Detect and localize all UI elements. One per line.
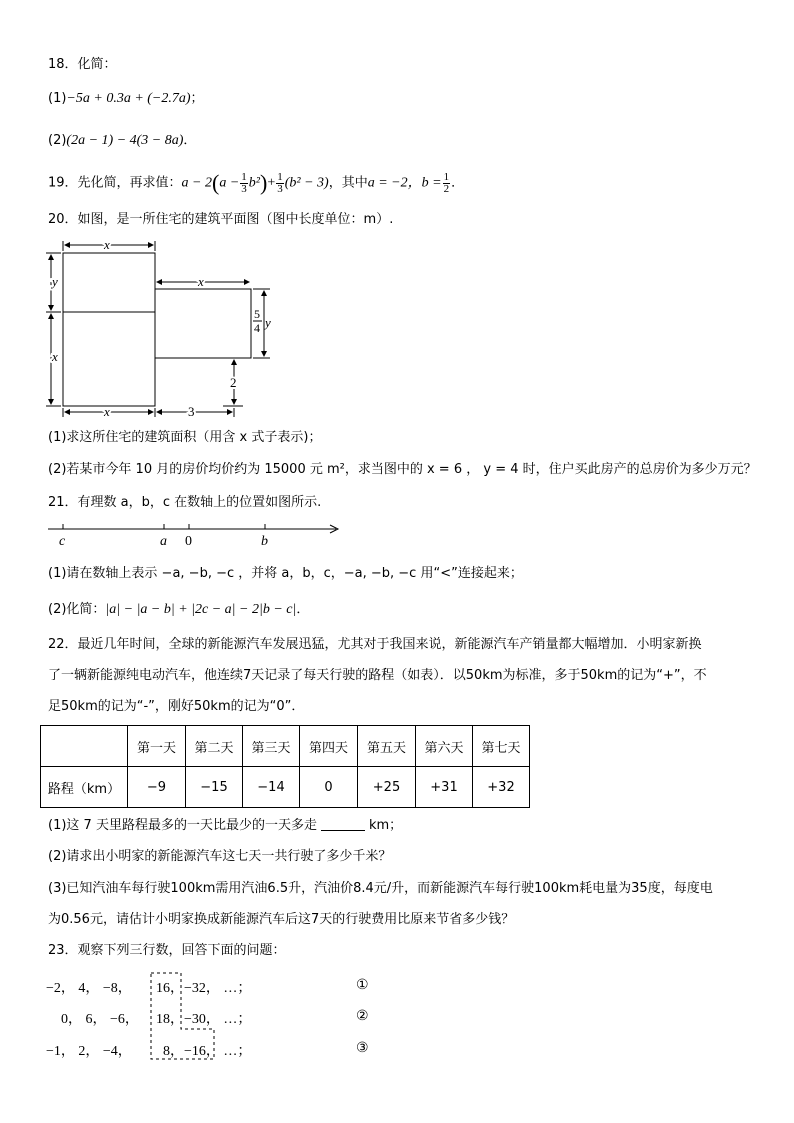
q22-part1-text: (1)这 7 天里路程最多的一天比最少的一天多走 [48,818,317,833]
q20-part2: (2)若某市今年 10 月的房价均价约为 15000 元 m²，求当图中的 x = 6 ， y = 4 时，住户买此房产的总房价为多少万元？ [48,462,757,477]
floor-plan-figure [40,237,280,422]
label-right-frac-num: 5 [254,307,260,321]
sequence-row-3-after: −16， …； [184,1044,252,1059]
table-header-row [41,726,530,767]
q18-part2-end: ． [183,133,197,148]
sequence-row-3-box: 8， [163,1044,184,1059]
q18-part2-label: (2) [48,133,67,148]
table-cell: −15 [186,767,243,808]
table-cell: −9 [128,767,186,808]
table-cell: 0 [300,767,358,808]
label-bottom-x: x [104,404,110,419]
q19-frac3-den: 2 [443,182,450,195]
sequence-row-1-box: 16， [156,981,184,996]
q23-stem: 23．观察下列三行数，回答下面的问题： [48,943,286,958]
q19-plus: + [267,175,276,191]
label-right-2: 2 [230,375,237,390]
label-bottom-3: 3 [188,404,195,419]
sequence-row-1-before: −2， 4， −8， [46,981,132,996]
q18-part2-expr: (2a − 1) − 4(3 − 8a) [66,133,184,148]
q22-line2: 了一辆新能源纯电动汽车，他连续7天记录了每天行驶的路程（如表）．以50km为标准，多于50km的记为“+”，不 [48,668,707,683]
label-zero: 0 [185,534,192,549]
q19-frac2 [276,172,284,195]
q20-part1: (1)求这所住宅的建筑面积（用含 x 式子表示)； [48,430,322,445]
q21-stem: 21．有理数 a，b，c 在数轴上的位置如图所示. [48,495,322,510]
q22-part1 [48,817,402,835]
q22-part3-line1: (3)已知汽油车每行驶100km需用汽油6.5升，汽油价8.4元/升，而新能源汽车每行驶100km耗电量为35度，每度电 [48,881,713,896]
q22-line1: 22．最近几年时间，全球的新能源汽车发展迅猛，尤其对于我国来说，新能源汽车产销量都大幅增加．小明家新换 [48,637,702,652]
q19-expr-in1: a − [219,175,240,191]
q18-stem: 18．化简： [48,57,117,72]
label-left-y: y [52,274,58,289]
table-header-cell: 第五天 [358,726,416,767]
q19-expr-a: a − 2 [181,175,212,191]
q21-part2-expr: |a| − |a − b| + |2c − a| − 2|b − c| [105,602,297,617]
q22-part1-unit: km； [368,818,403,833]
table-row-label: 路程（km） [41,767,128,808]
table-row [41,767,530,808]
answer-blank[interactable] [321,830,365,831]
q22-part2: (2)请求出小明家的新能源汽车这七天一共行驶了多少千米？ [48,849,392,864]
sequence-row-1-after: −32， …； [184,981,252,996]
room-bottom-left [63,312,155,406]
q21-part1: (1)请在数轴上表示 −a, −b, −c ，并将 a，b，c，−a, −b, −c 用“<”连接起来； [48,566,523,581]
q18-part1-label: (1) [48,91,67,106]
label-b: b [261,534,268,549]
q19-frac1-num: 1 [241,170,247,183]
label-top-x: x [104,237,110,252]
q19-end: ． [451,175,465,191]
table-header-cell: 第一天 [128,726,186,767]
q18-part2 [48,132,196,150]
sequence-row-1-mark: ① [356,978,369,993]
table-header-cell [41,726,128,767]
q18-part1 [48,90,204,108]
q19-frac2-num: 1 [277,170,283,183]
room-top-left [63,253,155,312]
q19-stem: 19．先化简，再求值： [48,175,182,191]
table-cell: +32 [473,767,530,808]
table-cell: +31 [416,767,473,808]
label-left-x: x [52,349,58,364]
label-right-y: y [265,315,271,330]
sequence-row-3-mark: ③ [356,1041,369,1056]
number-line [40,520,345,552]
q19-line [48,170,464,197]
label-right-frac-den: 4 [254,321,260,335]
table-cell: +25 [358,767,416,808]
q19-expr-b2: b² [248,175,260,191]
table-header-cell: 第二天 [186,726,243,767]
table-header-cell: 第三天 [243,726,300,767]
q19-b-eq: b = [421,175,442,191]
table-header-cell: 第七天 [473,726,530,767]
room-right [155,289,251,358]
q19-a-eq: a = −2， [367,175,422,191]
q19-frac3 [443,172,451,195]
q19-paren-open: ( [212,170,220,195]
q20-stem: 20．如图，是一所住宅的建筑平面图（图中长度单位：m）. [48,212,394,227]
q21-part2 [48,601,309,619]
mileage-table [40,725,530,808]
q19-frac1 [240,172,248,195]
q19-frac3-num: 1 [443,170,450,183]
table-header-cell: 第六天 [416,726,473,767]
table-cell: −14 [243,767,300,808]
sequence-row-2-mark: ② [356,1009,369,1024]
table-header-cell: 第四天 [300,726,358,767]
label-mid-x: x [198,274,204,289]
sequence-row-2-box: 18， [156,1012,184,1027]
sequence-row-2-before: 0， 6， −6， [61,1012,139,1027]
q19-frac2-den: 3 [277,182,283,195]
q21-part2-end: ． [296,602,310,617]
sequence-row-3-before: −1， 2， −4， [46,1044,132,1059]
q18-part1-end: ； [190,91,204,106]
label-a: a [160,534,167,549]
q19-expr-in2: (b² − 3) [284,175,329,191]
q19-where: ，其中 [328,175,368,191]
q22-part3-line2: 为0.56元，请估计小明家换成新能源汽车后这7天的行驶费用比原来节省多少钱？ [48,912,515,927]
q19-frac1-den: 3 [241,182,247,195]
q18-part1-expr: −5a + 0.3a + (−2.7a) [66,91,191,106]
sequence-row-2-after: −30， …； [184,1012,252,1027]
q22-line3: 足50km的记为“-”，刚好50km的记为“0”． [48,699,305,714]
q19-paren-close: ) [259,170,268,195]
label-c: c [59,534,66,549]
q21-part2-label: (2)化简： [48,602,106,617]
